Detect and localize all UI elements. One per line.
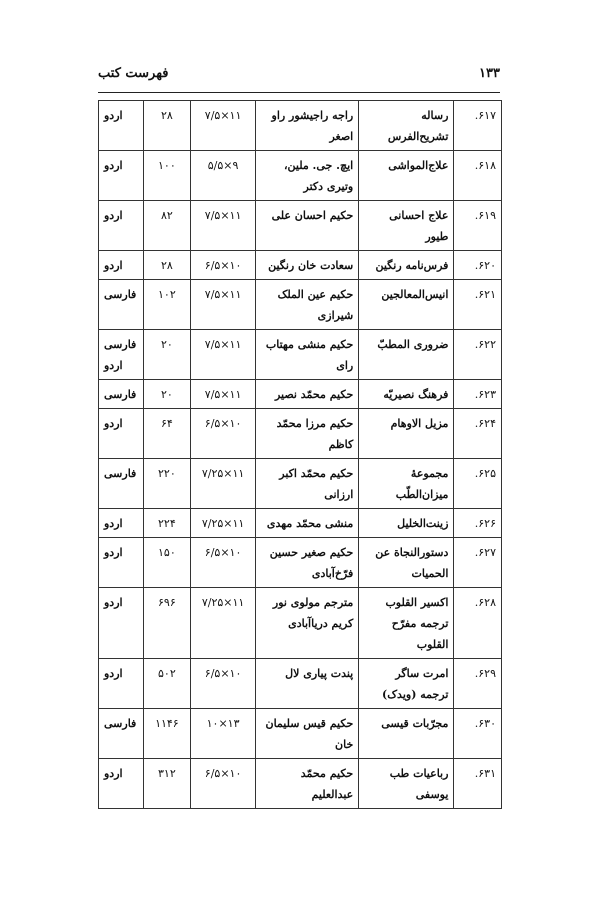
book-size: ۱۱×۷/۲۵ [191,459,256,509]
table-row [99,251,502,280]
book-size: ۱۱×۷/۵ [191,380,256,409]
book-title: مجرّبات قیسی [359,709,454,759]
row-number: ۶۲۸. [454,588,502,659]
row-number: ۶۲۴. [454,409,502,459]
book-title: مزیل الاوهام [359,409,454,459]
row-number: ۶۲۲. [454,330,502,380]
book-author: حکیم عین الملک شیرازی [255,280,358,330]
book-size: ۱۱×۷/۲۵ [191,509,256,538]
book-title: انیس‌المعالجین [359,280,454,330]
page-count: ۲۲۴ [143,509,191,538]
book-language: فارسی [99,459,144,509]
table-row [99,409,502,459]
row-number: ۶۲۰. [454,251,502,280]
book-size: ۱۱×۷/۲۵ [191,588,256,659]
book-title: فرس‌نامه رنگین [359,251,454,280]
row-number: ۶۳۰. [454,709,502,759]
book-title: زینت‌الخلیل [359,509,454,538]
row-number: ۶۲۷. [454,538,502,588]
book-language: اردو [99,509,144,538]
book-language: اردو [99,151,144,201]
book-size: ۱۱×۷/۵ [191,280,256,330]
book-language: اردو [99,588,144,659]
book-author: پندت پیاری لال [255,659,358,709]
book-author: حکیم محمّد اکبر ارزانی [255,459,358,509]
page-count: ۱۱۴۶ [143,709,191,759]
book-language: فارسی اردو [99,330,144,380]
book-author: راجه راجیشور راو اصغر [255,101,358,151]
page-count: ۶۴ [143,409,191,459]
book-language: فارسی [99,280,144,330]
table-row [99,330,502,380]
page-number: ۱۳۳ [479,66,500,81]
row-number: ۶۲۵. [454,459,502,509]
book-author: حکیم محمّد نصیر [255,380,358,409]
row-number: ۶۳۱. [454,759,502,809]
book-author: حکیم صغیر حسین فرّخ‌آبادی [255,538,358,588]
page-count: ۱۵۰ [143,538,191,588]
table-row [99,151,502,201]
page-header [98,62,500,86]
table-row [99,380,502,409]
page-count: ۲۰ [143,330,191,380]
table-row [99,459,502,509]
page-count: ۲۸ [143,251,191,280]
book-language: اردو [99,251,144,280]
book-title: رباعیات طب یوسفی [359,759,454,809]
book-author: حکیم احسان علی [255,201,358,251]
page-count: ۶۹۶ [143,588,191,659]
book-language: اردو [99,101,144,151]
book-language: اردو [99,201,144,251]
table-row [99,538,502,588]
book-title: اکسیر القلوب ترجمه مفرّح القلوب [359,588,454,659]
book-author: حکیم مرزا محمّد کاظم [255,409,358,459]
row-number: ۶۱۷. [454,101,502,151]
book-size: ۱۰×۶/۵ [191,251,256,280]
page-count: ۱۰۲ [143,280,191,330]
book-size: ۱۳×۱۰ [191,709,256,759]
row-number: ۶۱۸. [454,151,502,201]
book-language: فارسی [99,709,144,759]
page-count: ۱۰۰ [143,151,191,201]
page-count: ۲۰ [143,380,191,409]
book-size: ۱۰×۶/۵ [191,538,256,588]
book-language: اردو [99,538,144,588]
book-catalog-table [98,100,502,809]
book-title: دستورالنجاة عن الحمیات [359,538,454,588]
book-title: ضروری المطبّ [359,330,454,380]
book-size: ۱۰×۶/۵ [191,659,256,709]
table-row [99,280,502,330]
book-author: حکیم محمّد عبدالعلیم [255,759,358,809]
book-language: اردو [99,659,144,709]
page-count: ۸۲ [143,201,191,251]
book-language: فارسی [99,380,144,409]
book-author: حکیم قیس سلیمان خان [255,709,358,759]
table-row [99,509,502,538]
page-count: ۳۱۲ [143,759,191,809]
book-title: رساله تشریح‌الفرس [359,101,454,151]
row-number: ۶۲۱. [454,280,502,330]
row-number: ۶۲۹. [454,659,502,709]
page-count: ۲۸ [143,101,191,151]
book-language: اردو [99,759,144,809]
table-row [99,709,502,759]
row-number: ۶۱۹. [454,201,502,251]
page-count: ۲۲۰ [143,459,191,509]
book-title: مجموعهٔ میزان‌الطّب [359,459,454,509]
book-size: ۱۰×۶/۵ [191,409,256,459]
book-size: ۱۱×۷/۵ [191,101,256,151]
book-author: ایچ. جی. ملین، وتیری دکتر [255,151,358,201]
header-rule [98,92,500,93]
book-size: ۱۰×۶/۵ [191,759,256,809]
table-row [99,201,502,251]
book-title: فرهنگ نصیریّه [359,380,454,409]
book-author: منشی محمّد مهدی [255,509,358,538]
book-author: مترجم مولوی نور کریم دریاآبادی [255,588,358,659]
row-number: ۶۲۶. [454,509,502,538]
table-row [99,759,502,809]
page-count: ۵۰۲ [143,659,191,709]
page-title: فهرست کتب [98,66,169,81]
table-body [99,101,502,809]
table-row [99,101,502,151]
book-size: ۱۱×۷/۵ [191,330,256,380]
book-size: ۱۱×۷/۵ [191,201,256,251]
book-language: اردو [99,409,144,459]
book-title: علاج‌المواشی [359,151,454,201]
row-number: ۶۲۳. [454,380,502,409]
book-size: ۹×۵/۵ [191,151,256,201]
book-author: حکیم منشی مهتاب رای [255,330,358,380]
table-row [99,659,502,709]
table-row [99,588,502,659]
book-title: امرت ساگر ترجمه (ویدک) [359,659,454,709]
book-title: علاج احسانی طیور [359,201,454,251]
book-author: سعادت خان رنگین [255,251,358,280]
